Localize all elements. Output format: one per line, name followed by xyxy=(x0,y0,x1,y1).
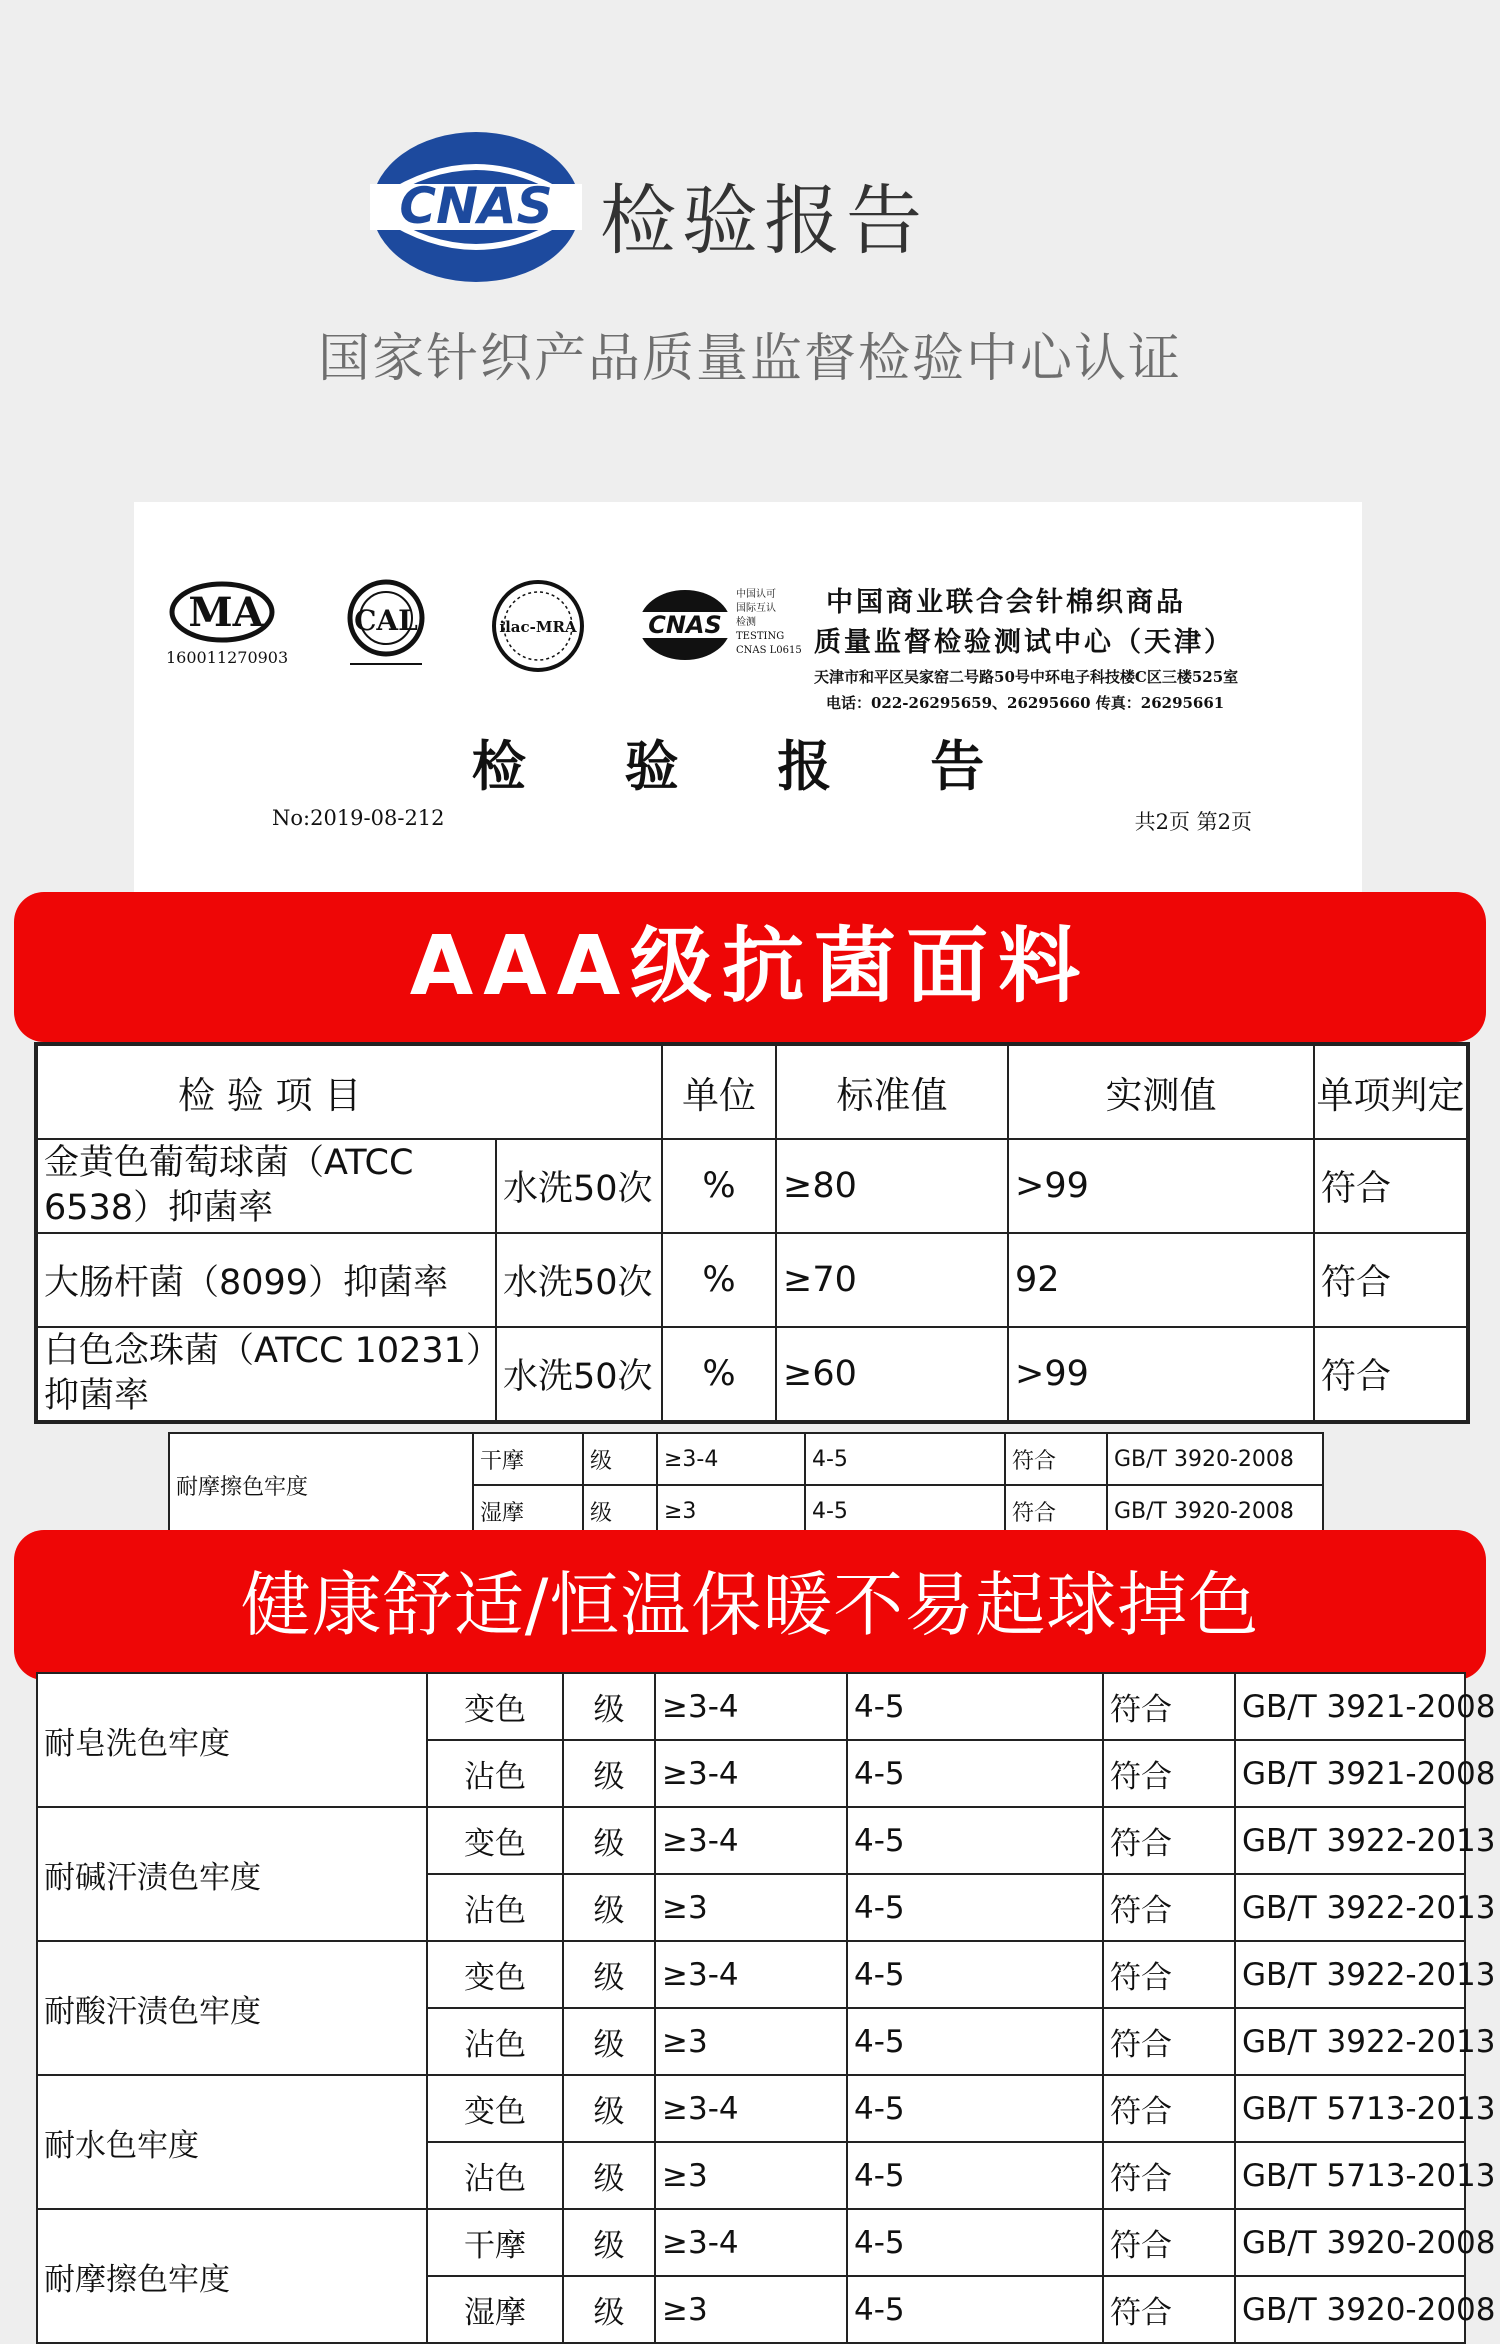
table-row xyxy=(36,1233,1468,1327)
table-row xyxy=(37,1807,1465,1874)
banner-features: 健康舒适/恒温保暖不易起球掉色 xyxy=(14,1530,1486,1680)
table-row xyxy=(37,2075,1465,2142)
header-result: 单项判定 xyxy=(1314,1044,1468,1139)
cell-measured: 92 xyxy=(1008,1233,1314,1327)
cell-method: GB/T 3922-2013 xyxy=(1235,1807,1465,1874)
cell-unit: 级 xyxy=(563,2008,655,2075)
table-row xyxy=(36,1139,1468,1233)
cell-method: GB/T 5713-2013 xyxy=(1235,2142,1465,2209)
cell-result: 符合 xyxy=(1314,1139,1468,1233)
report-document xyxy=(134,502,1362,900)
cell-measured: 4-5 xyxy=(847,1740,1103,1807)
cell-sub: 沾色 xyxy=(427,1740,563,1807)
cell-sub: 变色 xyxy=(427,2075,563,2142)
cell-unit: 级 xyxy=(563,1874,655,1941)
cell-method: GB/T 3921-2008 xyxy=(1235,1673,1465,1740)
cnas-seal-icon xyxy=(636,586,734,664)
cell-item: 耐皂洗色牢度 xyxy=(37,1673,427,1807)
fastness-table-area xyxy=(0,1672,1500,2331)
svg-text:CNAS: CNAS xyxy=(648,611,722,639)
cell-sub: 变色 xyxy=(427,1673,563,1740)
cell-standard: ≥3 xyxy=(655,1874,847,1941)
cell-sub: 变色 xyxy=(427,1807,563,1874)
table-row xyxy=(169,1433,1323,1485)
cnas-logo-icon xyxy=(368,128,584,286)
cell-unit: 级 xyxy=(563,1673,655,1740)
cell-standard: ≥3-4 xyxy=(655,2209,847,2276)
cell-sub: 沾色 xyxy=(427,1874,563,1941)
cell-measured: 4-5 xyxy=(847,2142,1103,2209)
cell-unit: 级 xyxy=(563,2209,655,2276)
cell-measured: >99 xyxy=(1008,1327,1314,1422)
svg-text:CNAS: CNAS xyxy=(399,177,553,235)
cell-standard: ≥3-4 xyxy=(655,1807,847,1874)
header-standard: 标准值 xyxy=(776,1044,1008,1139)
cell-unit: % xyxy=(662,1327,776,1422)
table-row xyxy=(37,2209,1465,2276)
cell-item: 金黄色葡萄球菌（ATCC 6538）抑菌率 xyxy=(36,1139,496,1233)
table-row xyxy=(37,1941,1465,2008)
cell-sub: 湿摩 xyxy=(473,1485,583,1537)
cell-standard: ≥60 xyxy=(776,1327,1008,1422)
cell-sub: 沾色 xyxy=(427,2008,563,2075)
cell-measured: 4-5 xyxy=(847,1874,1103,1941)
cell-result: 符合 xyxy=(1314,1233,1468,1327)
cell-result: 符合 xyxy=(1103,2142,1235,2209)
cell-sub: 湿摩 xyxy=(427,2276,563,2343)
cnas-seal-side-text: 中国认可 国际互认 检测 TESTING CNAS L0615 xyxy=(736,589,802,656)
report-number: No:2019-08-212 xyxy=(272,806,445,830)
cell-method: GB/T 3922-2013 xyxy=(1235,1874,1465,1941)
fastness-table xyxy=(36,1672,1496,2344)
table-header-row xyxy=(36,1044,1468,1139)
header-subtitle: 国家针织产品质量监督检验中心认证 xyxy=(317,329,1182,389)
org-address: 天津市和平区吴家窑二号路50号中环电子科技楼C区三楼525室 xyxy=(814,668,1239,686)
cell-standard: ≥3 xyxy=(655,2142,847,2209)
cal-seal-icon xyxy=(340,578,432,670)
cell-measured: 4-5 xyxy=(847,2276,1103,2343)
cell-standard: ≥3-4 xyxy=(655,1740,847,1807)
cell-unit: 级 xyxy=(583,1485,657,1537)
cell-sub: 变色 xyxy=(427,1941,563,2008)
cell-unit: % xyxy=(662,1233,776,1327)
cell-standard: ≥3-4 xyxy=(655,1941,847,2008)
cell-result: 符合 xyxy=(1103,2008,1235,2075)
cell-sub: 干摩 xyxy=(427,2209,563,2276)
cell-unit: % xyxy=(662,1139,776,1233)
cell-result: 符合 xyxy=(1103,1941,1235,2008)
cell-item: 大肠杆菌（8099）抑菌率 xyxy=(36,1233,496,1327)
cma-code: 160011270903 xyxy=(166,648,289,667)
cell-condition: 水洗50次 xyxy=(496,1233,662,1327)
cell-sub: 沾色 xyxy=(427,2142,563,2209)
table-row xyxy=(36,1327,1468,1422)
cell-condition: 水洗50次 xyxy=(496,1139,662,1233)
cell-measured: 4-5 xyxy=(847,1807,1103,1874)
cell-measured: 4-5 xyxy=(847,1941,1103,2008)
cell-result: 符合 xyxy=(1314,1327,1468,1422)
cell-result: 符合 xyxy=(1103,1740,1235,1807)
cell-result: 符合 xyxy=(1103,1673,1235,1740)
org-name-line-1: 中国商业联合会针棉织商品 xyxy=(826,587,1186,618)
cell-item: 耐酸汗渍色牢度 xyxy=(37,1941,427,2075)
cell-method: GB/T 3920-2008 xyxy=(1235,2276,1465,2343)
cell-measured: 4-5 xyxy=(805,1485,1005,1537)
cell-unit: 级 xyxy=(563,1740,655,1807)
cell-standard: ≥3-4 xyxy=(655,2075,847,2142)
svg-text:ilac-MRA: ilac-MRA xyxy=(499,618,577,636)
cell-standard: ≥70 xyxy=(776,1233,1008,1327)
report-page-count: 共2页 第2页 xyxy=(1134,810,1252,834)
cell-result: 符合 xyxy=(1103,2276,1235,2343)
cell-item: 耐摩擦色牢度 xyxy=(37,2209,427,2343)
cell-result: 符合 xyxy=(1103,2075,1235,2142)
cell-standard: ≥3-4 xyxy=(657,1433,805,1485)
banner-antibacterial: AAA级抗菌面料 xyxy=(14,892,1486,1042)
cell-method: GB/T 3922-2013 xyxy=(1235,1941,1465,2008)
cell-result: 符合 xyxy=(1103,1807,1235,1874)
cell-unit: 级 xyxy=(583,1433,657,1485)
cell-unit: 级 xyxy=(563,1807,655,1874)
header-item: 检 验 项 目 xyxy=(36,1044,662,1139)
cell-unit: 级 xyxy=(563,2276,655,2343)
cell-measured: 4-5 xyxy=(805,1433,1005,1485)
cell-unit: 级 xyxy=(563,2075,655,2142)
org-phone: 电话：022-26295659、26295660 传真：26295661 xyxy=(826,694,1225,712)
org-name-line-2: 质量监督检验测试中心（天津） xyxy=(814,627,1234,658)
cma-seal-icon xyxy=(168,580,276,644)
cell-method: GB/T 3921-2008 xyxy=(1235,1740,1465,1807)
cell-method: GB/T 3920-2008 xyxy=(1107,1433,1323,1485)
cell-measured: >99 xyxy=(1008,1139,1314,1233)
cell-condition: 水洗50次 xyxy=(496,1327,662,1422)
svg-text:CAL: CAL xyxy=(354,604,418,637)
cell-result: 符合 xyxy=(1005,1485,1107,1537)
cell-method: GB/T 3922-2013 xyxy=(1235,2008,1465,2075)
cell-measured: 4-5 xyxy=(847,2075,1103,2142)
cell-item: 白色念珠菌（ATCC 10231）抑菌率 xyxy=(36,1327,496,1422)
cell-sub: 干摩 xyxy=(473,1433,583,1485)
cell-unit: 级 xyxy=(563,2142,655,2209)
cell-unit: 级 xyxy=(563,1941,655,2008)
cell-result: 符合 xyxy=(1103,1874,1235,1941)
cell-result: 符合 xyxy=(1005,1433,1107,1485)
cell-measured: 4-5 xyxy=(847,2008,1103,2075)
report-title: 检 验 报 告 xyxy=(471,734,1025,798)
table-row xyxy=(37,1673,1465,1740)
header-title: 检验报告 xyxy=(600,176,928,265)
cell-method: GB/T 3920-2008 xyxy=(1107,1485,1323,1537)
ilac-mra-seal-icon xyxy=(490,576,586,676)
cell-item: 耐摩擦色牢度 xyxy=(169,1433,473,1537)
cell-item: 耐水色牢度 xyxy=(37,2075,427,2209)
cell-item: 耐碱汗渍色牢度 xyxy=(37,1807,427,1941)
cell-measured: 4-5 xyxy=(847,1673,1103,1740)
cell-standard: ≥3 xyxy=(655,2008,847,2075)
cell-standard: ≥3 xyxy=(657,1485,805,1537)
cell-method: GB/T 5713-2013 xyxy=(1235,2075,1465,2142)
rubbing-table-fragment xyxy=(0,1432,1500,1530)
cell-standard: ≥3-4 xyxy=(655,1673,847,1740)
cell-measured: 4-5 xyxy=(847,2209,1103,2276)
cell-standard: ≥3 xyxy=(655,2276,847,2343)
rubbing-partial-table xyxy=(168,1432,1324,1538)
svg-text:MA: MA xyxy=(188,589,264,636)
cell-method: GB/T 3920-2008 xyxy=(1235,2209,1465,2276)
cell-result: 符合 xyxy=(1103,2209,1235,2276)
header-unit: 单位 xyxy=(662,1044,776,1139)
header-measured: 实测值 xyxy=(1008,1044,1314,1139)
antibacterial-table xyxy=(34,1042,1470,1424)
cell-standard: ≥80 xyxy=(776,1139,1008,1233)
